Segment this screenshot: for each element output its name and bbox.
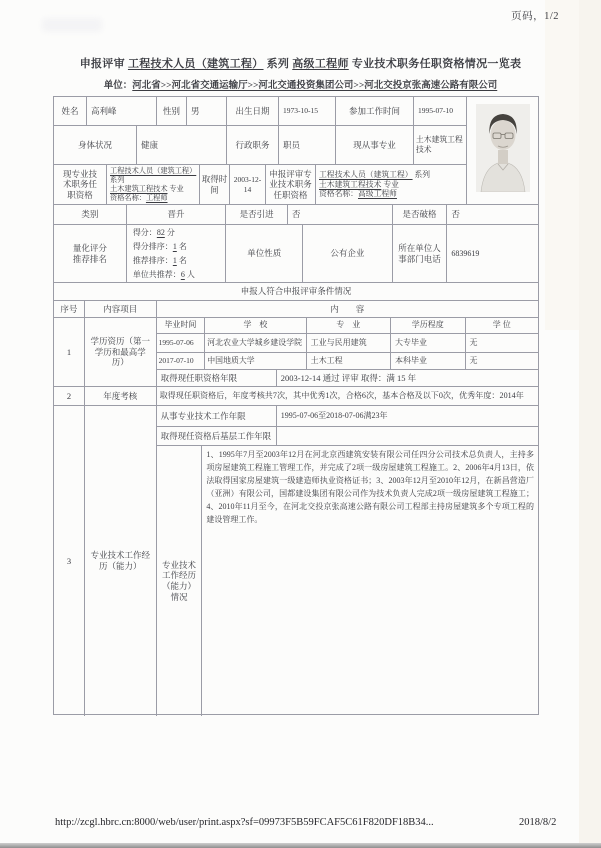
acquire-time-label: 取得时间 xyxy=(199,165,229,204)
hr-phone-value: 6839619 xyxy=(446,225,538,282)
form-title-prefix: 申报评审 xyxy=(79,58,128,70)
score-rank-order-label: 得分排序： xyxy=(132,241,173,251)
row3-item: 专业技术工作经历（能力） xyxy=(84,406,156,716)
current-qual-series-suffix: 系列 xyxy=(110,175,125,184)
score-rank-order-suffix: 名 xyxy=(176,241,187,251)
unit-line xyxy=(0,77,601,91)
health-label: 身体状况 xyxy=(77,139,112,150)
total-rec-suffix: 人 xyxy=(184,269,195,279)
current-qual-series: 工程技术人员（建筑工程） xyxy=(110,166,197,175)
col-header-no: 序号 xyxy=(60,303,78,314)
birth-label: 出生日期 xyxy=(226,97,278,125)
row1-item: 学历资历（第一学历和最高学历） xyxy=(84,318,156,386)
edu-row-2 xyxy=(157,352,538,370)
edu1-grad-time: 1995-07-06 xyxy=(158,337,194,347)
exception-value: 否 xyxy=(446,205,538,224)
edu1-major: 工业与民用建筑 xyxy=(306,334,390,352)
current-major-label: 现从事专业 xyxy=(335,126,413,164)
edu1-school: 河北农业大学城乡建设学院 xyxy=(204,334,305,352)
rec-rank-suffix: 名 xyxy=(176,255,187,265)
row-education xyxy=(54,317,538,386)
edu-header-degree-level: 学历程度 xyxy=(390,318,464,333)
health-value: 健康 xyxy=(136,126,226,164)
birth-value: 1973-10-15 xyxy=(278,97,335,125)
apply-qual-series-suffix: 系列 xyxy=(412,169,431,179)
edu-header-major: 专 业 xyxy=(306,318,390,333)
total-rec-label: 单位共推荐： xyxy=(132,269,181,279)
unit-type-value: 公有企业 xyxy=(302,225,392,282)
col-header-content: 内 容 xyxy=(156,301,538,317)
edu-header-degree: 学 位 xyxy=(465,318,539,333)
page-number: 页码，1/2 xyxy=(511,11,559,22)
tenure-value: 2003-12-14 通过 评审 取得：满 15 年 xyxy=(276,370,538,386)
section-header: 申报人符合申报评审条件情况 xyxy=(240,286,352,297)
edu1-degree-level: 大专毕业 xyxy=(390,334,465,352)
total-rec-value: 6 xyxy=(180,269,185,279)
col-header-item: 内容项目 xyxy=(84,301,156,317)
unit-label: 单位： xyxy=(103,81,133,91)
work-years-label: 从事专业技术工作年限 xyxy=(160,410,246,421)
category-label: 类别 xyxy=(81,209,99,220)
unit-type-label: 单位性质 xyxy=(225,225,302,282)
form-title xyxy=(0,55,601,71)
form-title-suffix: 专业技术职务任职资格情况一览表 xyxy=(348,58,522,70)
score-value: 82 xyxy=(156,227,165,237)
scan-artifact xyxy=(42,18,102,32)
experience-label: 专业技术工作经历（能力）情况 xyxy=(161,559,196,602)
current-qual-major: 土木建筑工程技术 xyxy=(110,184,168,193)
apply-qual-major: 土木建筑工程技术 xyxy=(319,179,382,189)
apply-qual-major-suffix: 专业 xyxy=(381,179,399,189)
row-work-experience xyxy=(54,405,538,716)
acquire-time-value: 2003-12-14 xyxy=(229,165,265,204)
edu2-degree-level: 本科毕业 xyxy=(390,353,465,370)
row1-no: 1 xyxy=(66,346,72,357)
apply-qual-content xyxy=(315,165,466,204)
edu2-grad-time: 2017-07-10 xyxy=(158,356,194,366)
edu-row-1 xyxy=(157,333,538,352)
photo-cell xyxy=(466,97,538,204)
score-rank-content xyxy=(126,225,226,282)
row2-content: 取得现任职资格后，年度考核共7次，其中优秀1次，合格6次，基本合格及以下0次，优秀年度：2014年 xyxy=(156,387,538,405)
tenure-label: 取得现任职资格年限 xyxy=(160,372,238,383)
row-annual-assessment xyxy=(54,386,538,405)
portrait-photo xyxy=(476,104,530,192)
edu-header-grad-time: 毕业时间 xyxy=(164,320,197,330)
join-work-value: 1995-07-10 xyxy=(413,97,466,125)
rec-rank-label: 推荐排序： xyxy=(132,255,173,265)
exception-label: 是否破格 xyxy=(392,205,447,224)
category-value: 晋升 xyxy=(126,205,226,224)
scan-edge-strip xyxy=(579,0,601,848)
score-rank-order-value: 1 xyxy=(172,241,177,251)
gender-value: 男 xyxy=(186,97,226,125)
edu2-major: 土木工程 xyxy=(306,353,390,370)
current-qual-cert-label: 资格名称： xyxy=(110,193,146,202)
row2-no: 2 xyxy=(66,390,72,401)
hr-phone-label: 所在单位人事部门电话 xyxy=(392,225,447,282)
admin-post-label: 行政职务 xyxy=(226,126,278,164)
scan-bottom-shadow xyxy=(0,843,601,848)
score-rank-label: 量化评分推荐排名 xyxy=(72,242,107,264)
current-qual-cert: 工程师 xyxy=(145,193,168,202)
apply-qual-label: 申报评审专业技术职务任职资格 xyxy=(265,165,315,204)
admin-post-value: 职员 xyxy=(278,126,335,164)
base-years-value xyxy=(276,427,538,445)
work-years-value: 1995-07-06至2018-07-06满23年 xyxy=(276,406,538,426)
edu-header-school: 学 校 xyxy=(204,318,305,333)
score-label: 得分： xyxy=(132,227,157,237)
edu2-degree: 无 xyxy=(465,353,539,370)
form-title-level: 高级工程师 xyxy=(292,58,349,70)
rec-rank-value: 1 xyxy=(172,255,177,265)
apply-qual-cert: 高级工程师 xyxy=(357,189,397,199)
join-work-label: 参加工作时间 xyxy=(335,97,413,125)
row2-item: 年度考核 xyxy=(84,387,156,405)
row3-no: 3 xyxy=(66,555,72,566)
apply-qual-series: 工程技术人员（建筑工程） xyxy=(319,169,413,179)
footer-url: http://zcgl.hbrc.cn:8000/web/user/print.aspx?sf=09973F5B59FCAF5C61F820DF18B34... xyxy=(55,817,434,828)
score-suffix: 分 xyxy=(164,227,175,237)
current-qual-major-suffix: 专业 xyxy=(167,184,184,193)
import-label: 是否引进 xyxy=(225,205,287,224)
current-qual-content xyxy=(106,165,199,204)
import-value: 否 xyxy=(287,205,392,224)
experience-text: 1、1995年7月至2003年12月在河北京西建筑安装有限公司任四分公司技术总负责人，主持多项房屋建筑工程施工管理工作，并完成了2项一级房屋建筑工程施工。2、2006年4月13日，依法取得国家房屋建筑一级建造师执业资格证书；3、2003年12月至2010年12月，在新昌营造厂（亚洲）有限公司，国都建设集团有限公司作为技术负责人完成2项一级房屋建筑工程施工；4、2010年11月至今，在河北交投京张高速公路有限公司工程部主持房屋建筑多个专项工程的建设管理工作。 xyxy=(206,450,534,524)
footer-date: 2018/8/2 xyxy=(519,817,557,828)
unit-value: 河北省>>河北省交通运输厅>>河北交通投资集团公司>>河北交投京张高速公路有限公司 xyxy=(132,81,498,91)
apply-qual-cert-label: 资格名称： xyxy=(319,189,358,199)
name-label: 姓名 xyxy=(61,105,79,116)
base-years-label: 取得现任资格后基层工作年限 xyxy=(160,430,272,441)
qualification-form-table xyxy=(53,96,539,715)
name-value: 高利峰 xyxy=(86,97,156,125)
form-title-mid: 系列 xyxy=(263,58,293,70)
gender-label: 性别 xyxy=(156,97,186,125)
current-qual-label: 现专业技术职务任职资格 xyxy=(62,168,97,200)
edu1-degree: 无 xyxy=(465,334,539,352)
current-major-value: 土木建筑工程技术 xyxy=(413,126,466,164)
edu2-school: 中国地质大学 xyxy=(204,353,305,370)
scan-edge-strip-2 xyxy=(545,0,579,330)
form-title-series: 工程技术人员（建筑工程） xyxy=(127,58,264,70)
